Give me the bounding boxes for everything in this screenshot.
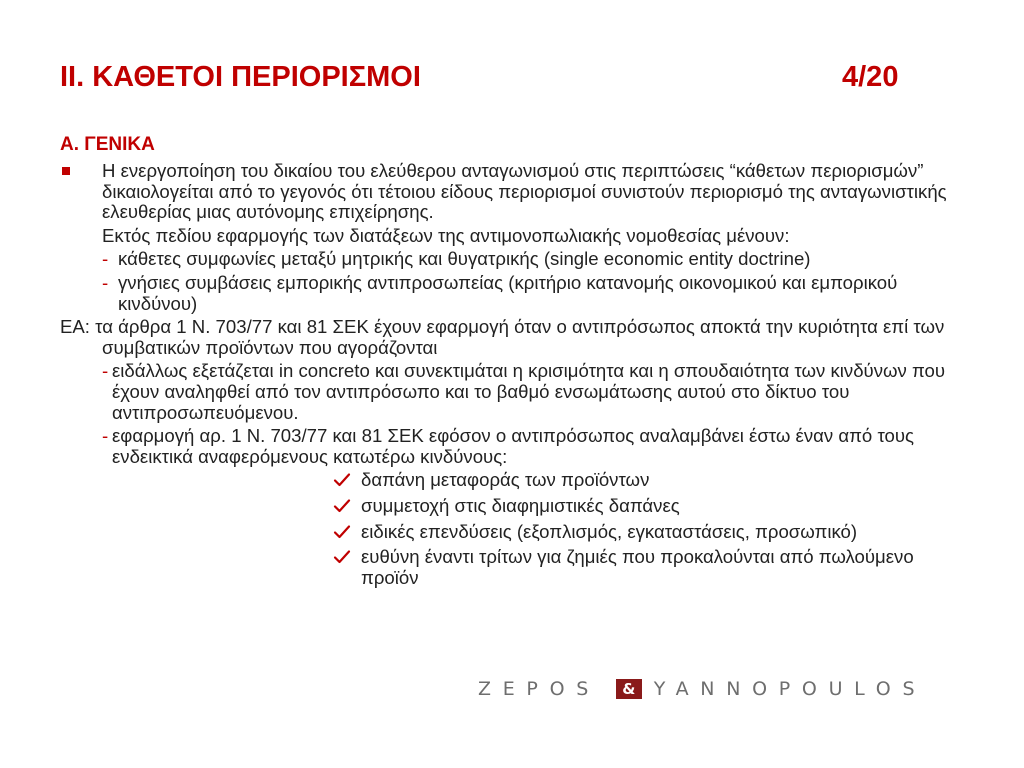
- dash-marker: -: [102, 248, 109, 270]
- risk-item-text: συμμετοχή στις διαφημιστικές δαπάνες: [361, 494, 680, 516]
- slide-number: 4/20: [842, 61, 899, 93]
- square-bullet-icon: [62, 167, 70, 175]
- title-text: ΙΙ. ΚΑΘΕΤΟΙ ΠΕΡΙΟΡΙΣΜΟΙ: [60, 61, 421, 93]
- bullet-text: Η ενεργοποίηση του δικαίου του ελεύθερου ανταγωνισμού στις περιπτώσεις “κάθετων περιορισμών” δικαιολογείται από το γεγονός ότι τέτοιου είδους περιορισμοί συνιστούν περιορισμό της ανταγωνιστικής ελευθερίας μιας αυτόνομης επιχείρησης.: [102, 160, 947, 223]
- risk-item: [333, 496, 970, 517]
- section-heading: Α. ΓΕΝΙΚΑ: [60, 134, 155, 155]
- dash-marker: -: [102, 360, 109, 382]
- checkmark-icon: [333, 497, 351, 515]
- outside-scope-intro: Εκτός πεδίου εφαρμογής των διατάξεων της αντιμονοπωλιακής νομοθεσίας μένουν:: [102, 224, 790, 246]
- outside-scope-item-text: γνήσιες συμβάσεις εμπορικής αντιπροσωπείας (κριτήριο κατανομής οικονομικού και εμπορικού κινδύνου): [118, 271, 898, 314]
- dash-marker: -: [102, 425, 109, 447]
- outside-scope-item: [60, 273, 970, 314]
- risk-item: [333, 547, 970, 588]
- risk-item-text: δαπάνη μεταφοράς των προϊόντων: [361, 469, 650, 491]
- logo-ampersand: &: [616, 679, 642, 699]
- ea-item: [60, 361, 970, 423]
- ea-item: [60, 426, 970, 467]
- risk-item: [333, 522, 970, 543]
- slide-content: [60, 134, 970, 593]
- ea-paragraph: ΕΑ: τα άρθρα 1 Ν. 703/77 και 81 ΣΕΚ έχουν εφαρμογή όταν ο αντιπρόσωπος αποκτά την κυριότητα επί των συμβατικών προϊόντων που αγοράζονται: [60, 316, 945, 358]
- checkmark-icon: [333, 471, 351, 489]
- footer-logo: [478, 678, 926, 700]
- risk-item-text: ειδικές επενδύσεις (εξοπλισμός, εγκαταστάσεις, προσωπικό): [361, 520, 858, 542]
- logo-right-word: YANNOPOULOS: [653, 678, 927, 700]
- bullet-paragraph: [60, 161, 970, 223]
- logo-left-word: ZEPOS: [478, 678, 600, 700]
- risk-checklist: [60, 470, 970, 588]
- ea-item-text: εφαρμογή αρ. 1 Ν. 703/77 και 81 ΣΕΚ εφόσον ο αντιπρόσωπος αναλαμβάνει έστω έναν από τους ενδεικτικά αναφερόμενους κατωτέρω κινδύνους:: [112, 425, 914, 467]
- dash-marker: -: [102, 271, 109, 293]
- outside-scope-item-text: κάθετες συμφωνίες μεταξύ μητρικής και θυγατρικής (single economic entity doctrine): [118, 248, 811, 270]
- checkmark-icon: [333, 548, 351, 566]
- risk-item: [333, 470, 970, 491]
- checkmark-icon: [333, 523, 351, 541]
- ea-item-text: ειδάλλως εξετάζεται in concreto και συνεκτιμάται η κρισιμότητα και η σπουδαιότητα των κινδύνων που έχουν αναληφθεί από τον αντιπρόσωπο και το βαθμό ενσωμάτωσης αυτού στο δίκτυο του αντιπροσωπευόμενου.: [112, 360, 946, 423]
- outside-scope-item: [60, 249, 970, 270]
- slide-title: [60, 58, 940, 96]
- risk-item-text: ευθύνη έναντι τρίτων για ζημιές που προκαλούνται από πωλούμενο προϊόν: [361, 546, 914, 588]
